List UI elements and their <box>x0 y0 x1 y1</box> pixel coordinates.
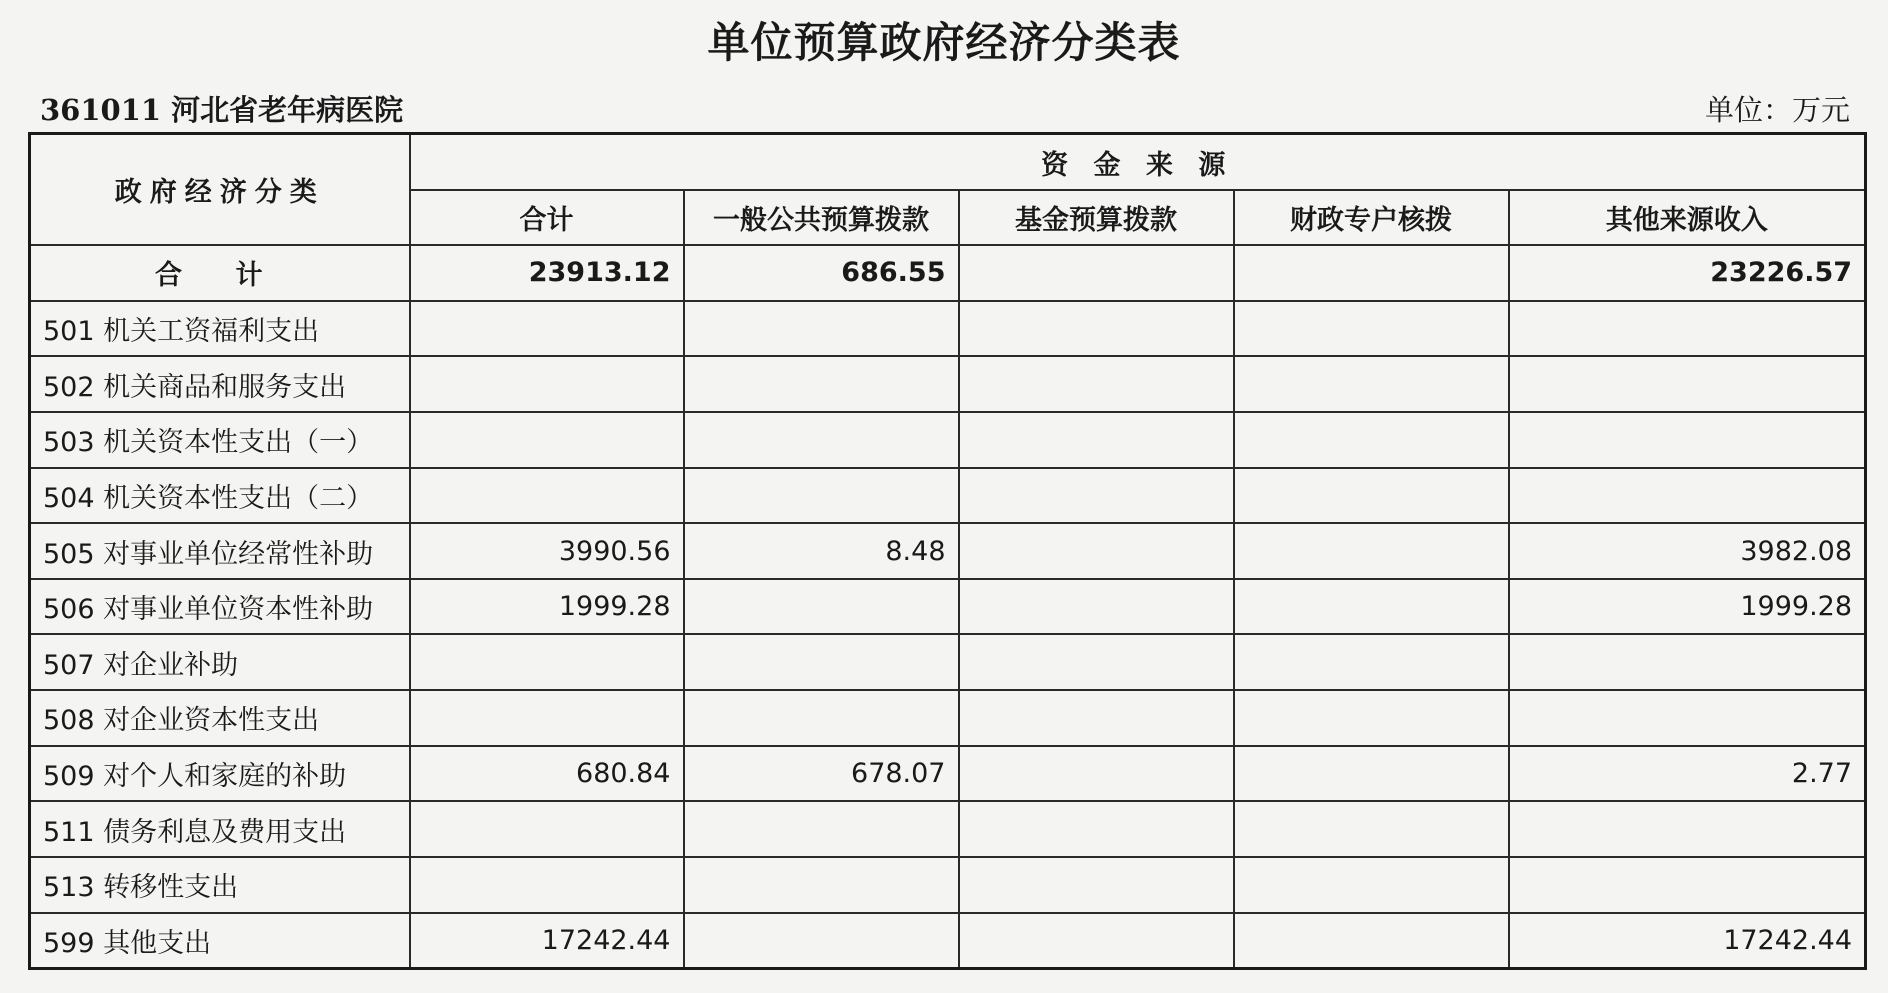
table-row <box>30 690 1866 746</box>
row-label: 509 对个人和家庭的补助 <box>30 746 410 802</box>
row-value <box>959 356 1234 412</box>
row-value <box>1509 468 1866 524</box>
row-value <box>1509 857 1866 913</box>
total-value: 686.55 <box>684 245 959 301</box>
row-value <box>959 690 1234 746</box>
row-value <box>1234 468 1509 524</box>
total-label: 合 计 <box>30 245 410 301</box>
row-value: 8.48 <box>684 523 959 579</box>
total-value: 23226.57 <box>1509 245 1866 301</box>
row-value <box>959 801 1234 857</box>
row-value <box>410 468 684 524</box>
row-value: 1999.28 <box>410 579 684 635</box>
row-value <box>1509 690 1866 746</box>
row-value <box>1234 412 1509 468</box>
row-value <box>959 634 1234 690</box>
row-label: 599 其他支出 <box>30 913 410 969</box>
row-value: 3990.56 <box>410 523 684 579</box>
header-row-top <box>30 134 1866 191</box>
row-value <box>959 412 1234 468</box>
total-value: 23913.12 <box>410 245 684 301</box>
row-value <box>684 690 959 746</box>
row-value <box>410 356 684 412</box>
row-value <box>1234 801 1509 857</box>
row-value <box>959 746 1234 802</box>
row-value <box>959 857 1234 913</box>
row-value <box>959 579 1234 635</box>
row-value <box>410 857 684 913</box>
row-label: 504 机关资本性支出（二） <box>30 468 410 524</box>
row-value <box>684 468 959 524</box>
table-row <box>30 801 1866 857</box>
organization-name: 361011 河北省老年病医院 <box>40 93 404 127</box>
row-value <box>1509 801 1866 857</box>
row-value <box>684 301 959 357</box>
row-label: 506 对事业单位资本性补助 <box>30 579 410 635</box>
row-value <box>1234 634 1509 690</box>
row-value <box>410 634 684 690</box>
row-label: 501 机关工资福利支出 <box>30 301 410 357</box>
row-value <box>410 690 684 746</box>
row-label: 507 对企业补助 <box>30 634 410 690</box>
row-value <box>1509 634 1866 690</box>
row-value: 680.84 <box>410 746 684 802</box>
row-value: 2.77 <box>1509 746 1866 802</box>
row-value <box>684 913 959 969</box>
header-col-other-income: 其他来源收入 <box>1509 190 1866 245</box>
row-value <box>410 801 684 857</box>
row-value: 678.07 <box>684 746 959 802</box>
row-value: 17242.44 <box>1509 913 1866 969</box>
row-value <box>1234 746 1509 802</box>
row-value <box>1234 913 1509 969</box>
page-title: 单位预算政府经济分类表 <box>707 18 1181 67</box>
row-value <box>684 801 959 857</box>
row-value: 1999.28 <box>1509 579 1866 635</box>
row-value <box>1234 301 1509 357</box>
budget-table <box>28 132 1867 970</box>
table-row <box>30 913 1866 969</box>
row-value <box>959 523 1234 579</box>
total-value <box>1234 245 1509 301</box>
header-col-special-account: 财政专户核拨 <box>1234 190 1509 245</box>
row-value <box>684 356 959 412</box>
row-label: 511 债务利息及费用支出 <box>30 801 410 857</box>
row-label: 505 对事业单位经常性补助 <box>30 523 410 579</box>
total-value <box>959 245 1234 301</box>
table-row <box>30 857 1866 913</box>
row-value <box>959 301 1234 357</box>
row-value <box>410 412 684 468</box>
row-label: 503 机关资本性支出（一） <box>30 412 410 468</box>
row-value <box>1234 690 1509 746</box>
row-value <box>410 301 684 357</box>
table-row <box>30 301 1866 357</box>
header-funding-source: 资 金 来 源 <box>410 134 1866 191</box>
table-row <box>30 523 1866 579</box>
header-col-total: 合计 <box>410 190 684 245</box>
row-value <box>1234 857 1509 913</box>
row-value <box>684 634 959 690</box>
table-row <box>30 634 1866 690</box>
table-row <box>30 746 1866 802</box>
header-col-general-budget: 一般公共预算拨款 <box>684 190 959 245</box>
row-value <box>1234 523 1509 579</box>
table-row <box>30 356 1866 412</box>
row-value <box>1509 301 1866 357</box>
row-value <box>1234 579 1509 635</box>
row-label: 502 机关商品和服务支出 <box>30 356 410 412</box>
row-value <box>1234 356 1509 412</box>
row-value <box>684 579 959 635</box>
header-col-fund-budget: 基金预算拨款 <box>959 190 1234 245</box>
row-value <box>684 857 959 913</box>
row-value <box>684 412 959 468</box>
row-value <box>959 913 1234 969</box>
table-row <box>30 412 1866 468</box>
table-row <box>30 468 1866 524</box>
unit-label: 单位：万元 <box>1704 93 1850 127</box>
row-value <box>959 468 1234 524</box>
row-value <box>1509 356 1866 412</box>
row-value: 17242.44 <box>410 913 684 969</box>
row-label: 508 对企业资本性支出 <box>30 690 410 746</box>
total-row <box>30 245 1866 301</box>
header-category: 政府经济分类 <box>30 134 410 246</box>
table-row <box>30 579 1866 635</box>
row-value: 3982.08 <box>1509 523 1866 579</box>
row-label: 513 转移性支出 <box>30 857 410 913</box>
row-value <box>1509 412 1866 468</box>
